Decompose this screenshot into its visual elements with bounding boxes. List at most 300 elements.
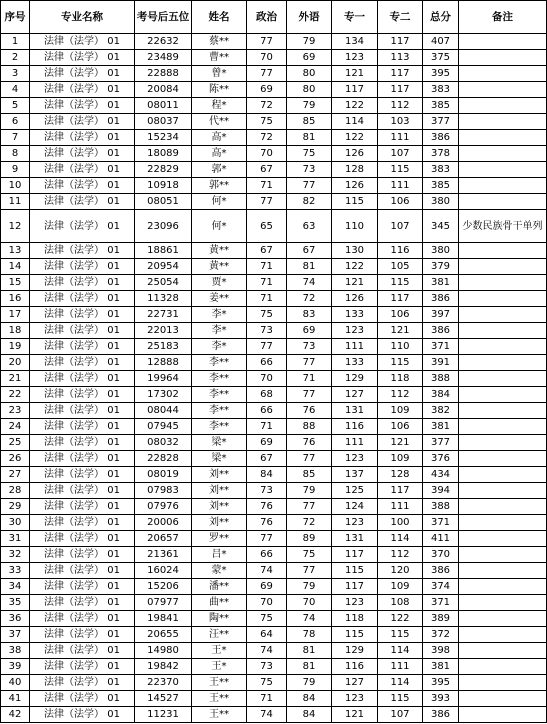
header-foreign-language: 外语 bbox=[287, 1, 332, 34]
cell-politics: 66 bbox=[247, 355, 287, 371]
cell-remark bbox=[459, 34, 547, 50]
cell-exam-id: 18089 bbox=[135, 146, 192, 162]
cell-subject-two: 117 bbox=[378, 66, 423, 82]
cell-index: 9 bbox=[1, 162, 30, 178]
cell-remark bbox=[459, 355, 547, 371]
cell-total: 380 bbox=[423, 243, 459, 259]
cell-remark bbox=[459, 579, 547, 595]
cell-major: 法律（法学） 01 bbox=[30, 595, 135, 611]
cell-foreign-language: 81 bbox=[287, 259, 332, 275]
cell-name: 李* bbox=[192, 307, 247, 323]
cell-total: 395 bbox=[423, 675, 459, 691]
cell-index: 37 bbox=[1, 627, 30, 643]
cell-total: 385 bbox=[423, 98, 459, 114]
cell-foreign-language: 71 bbox=[287, 371, 332, 387]
cell-foreign-language: 75 bbox=[287, 146, 332, 162]
cell-subject-two: 106 bbox=[378, 307, 423, 323]
cell-foreign-language: 84 bbox=[287, 707, 332, 723]
cell-politics: 70 bbox=[247, 595, 287, 611]
cell-politics: 73 bbox=[247, 659, 287, 675]
cell-politics: 65 bbox=[247, 210, 287, 243]
cell-politics: 70 bbox=[247, 371, 287, 387]
cell-politics: 71 bbox=[247, 291, 287, 307]
cell-subject-two: 112 bbox=[378, 547, 423, 563]
cell-exam-id: 20006 bbox=[135, 515, 192, 531]
cell-major: 法律（法学） 01 bbox=[30, 355, 135, 371]
cell-subject-one: 125 bbox=[332, 483, 378, 499]
cell-major: 法律（法学） 01 bbox=[30, 627, 135, 643]
cell-total: 389 bbox=[423, 611, 459, 627]
cell-subject-two: 109 bbox=[378, 579, 423, 595]
cell-total: 381 bbox=[423, 419, 459, 435]
cell-major: 法律（法学） 01 bbox=[30, 339, 135, 355]
cell-subject-one: 114 bbox=[332, 114, 378, 130]
cell-subject-one: 126 bbox=[332, 291, 378, 307]
cell-politics: 75 bbox=[247, 675, 287, 691]
cell-major: 法律（法学） 01 bbox=[30, 451, 135, 467]
cell-major: 法律（法学） 01 bbox=[30, 98, 135, 114]
cell-foreign-language: 69 bbox=[287, 50, 332, 66]
cell-major: 法律（法学） 01 bbox=[30, 259, 135, 275]
cell-remark bbox=[459, 611, 547, 627]
cell-total: 379 bbox=[423, 259, 459, 275]
cell-foreign-language: 77 bbox=[287, 387, 332, 403]
cell-foreign-language: 79 bbox=[287, 34, 332, 50]
cell-name: 潘** bbox=[192, 579, 247, 595]
cell-subject-one: 126 bbox=[332, 178, 378, 194]
cell-subject-two: 100 bbox=[378, 515, 423, 531]
cell-index: 22 bbox=[1, 387, 30, 403]
table-row bbox=[1, 403, 547, 419]
cell-subject-two: 116 bbox=[378, 243, 423, 259]
cell-major: 法律（法学） 01 bbox=[30, 66, 135, 82]
table-row bbox=[1, 243, 547, 259]
cell-total: 394 bbox=[423, 483, 459, 499]
cell-foreign-language: 67 bbox=[287, 243, 332, 259]
cell-remark bbox=[459, 130, 547, 146]
cell-index: 34 bbox=[1, 579, 30, 595]
cell-politics: 64 bbox=[247, 627, 287, 643]
cell-exam-id: 11328 bbox=[135, 291, 192, 307]
cell-major: 法律（法学） 01 bbox=[30, 611, 135, 627]
cell-remark bbox=[459, 547, 547, 563]
cell-subject-one: 123 bbox=[332, 323, 378, 339]
cell-remark bbox=[459, 515, 547, 531]
cell-index: 3 bbox=[1, 66, 30, 82]
table-row bbox=[1, 611, 547, 627]
cell-subject-two: 120 bbox=[378, 563, 423, 579]
cell-total: 386 bbox=[423, 707, 459, 723]
cell-major: 法律（法学） 01 bbox=[30, 371, 135, 387]
header-major: 专业名称 bbox=[30, 1, 135, 34]
cell-subject-two: 110 bbox=[378, 339, 423, 355]
cell-foreign-language: 70 bbox=[287, 595, 332, 611]
cell-index: 24 bbox=[1, 419, 30, 435]
cell-foreign-language: 81 bbox=[287, 130, 332, 146]
cell-subject-one: 133 bbox=[332, 355, 378, 371]
cell-subject-two: 115 bbox=[378, 627, 423, 643]
cell-major: 法律（法学） 01 bbox=[30, 275, 135, 291]
cell-politics: 70 bbox=[247, 50, 287, 66]
cell-remark bbox=[459, 451, 547, 467]
header-politics: 政治 bbox=[247, 1, 287, 34]
cell-subject-two: 115 bbox=[378, 162, 423, 178]
cell-subject-two: 117 bbox=[378, 82, 423, 98]
table-row bbox=[1, 499, 547, 515]
cell-exam-id: 17302 bbox=[135, 387, 192, 403]
cell-name: 曲** bbox=[192, 595, 247, 611]
cell-subject-one: 118 bbox=[332, 611, 378, 627]
table-row bbox=[1, 419, 547, 435]
cell-subject-one: 110 bbox=[332, 210, 378, 243]
cell-subject-two: 122 bbox=[378, 611, 423, 627]
cell-subject-two: 111 bbox=[378, 130, 423, 146]
cell-major: 法律（法学） 01 bbox=[30, 691, 135, 707]
cell-foreign-language: 83 bbox=[287, 307, 332, 323]
table-row bbox=[1, 34, 547, 50]
cell-politics: 66 bbox=[247, 547, 287, 563]
table-row bbox=[1, 339, 547, 355]
cell-foreign-language: 81 bbox=[287, 643, 332, 659]
cell-name: 王* bbox=[192, 659, 247, 675]
table-row bbox=[1, 259, 547, 275]
cell-name: 梁* bbox=[192, 435, 247, 451]
cell-subject-one: 123 bbox=[332, 50, 378, 66]
cell-remark bbox=[459, 275, 547, 291]
cell-index: 32 bbox=[1, 547, 30, 563]
cell-remark bbox=[459, 387, 547, 403]
cell-remark bbox=[459, 403, 547, 419]
cell-subject-one: 122 bbox=[332, 130, 378, 146]
cell-foreign-language: 79 bbox=[287, 579, 332, 595]
cell-subject-one: 123 bbox=[332, 595, 378, 611]
cell-subject-one: 137 bbox=[332, 467, 378, 483]
header-subject-one: 专一 bbox=[332, 1, 378, 34]
cell-major: 法律（法学） 01 bbox=[30, 419, 135, 435]
cell-exam-id: 16024 bbox=[135, 563, 192, 579]
cell-major: 法律（法学） 01 bbox=[30, 515, 135, 531]
cell-remark bbox=[459, 707, 547, 723]
cell-major: 法律（法学） 01 bbox=[30, 403, 135, 419]
table-row bbox=[1, 595, 547, 611]
cell-exam-id: 22828 bbox=[135, 451, 192, 467]
table-row bbox=[1, 515, 547, 531]
cell-foreign-language: 77 bbox=[287, 563, 332, 579]
cell-politics: 75 bbox=[247, 307, 287, 323]
cell-politics: 66 bbox=[247, 403, 287, 419]
table-row bbox=[1, 691, 547, 707]
cell-exam-id: 18861 bbox=[135, 243, 192, 259]
cell-subject-one: 123 bbox=[332, 515, 378, 531]
table-row bbox=[1, 82, 547, 98]
cell-politics: 72 bbox=[247, 98, 287, 114]
cell-subject-two: 107 bbox=[378, 707, 423, 723]
cell-foreign-language: 63 bbox=[287, 210, 332, 243]
cell-total: 381 bbox=[423, 275, 459, 291]
cell-total: 385 bbox=[423, 178, 459, 194]
cell-index: 21 bbox=[1, 371, 30, 387]
cell-politics: 76 bbox=[247, 499, 287, 515]
cell-subject-two: 111 bbox=[378, 659, 423, 675]
cell-subject-one: 121 bbox=[332, 66, 378, 82]
cell-exam-id: 08051 bbox=[135, 194, 192, 210]
cell-index: 18 bbox=[1, 323, 30, 339]
cell-subject-two: 105 bbox=[378, 259, 423, 275]
cell-subject-two: 113 bbox=[378, 50, 423, 66]
cell-total: 407 bbox=[423, 34, 459, 50]
cell-foreign-language: 73 bbox=[287, 162, 332, 178]
cell-foreign-language: 82 bbox=[287, 194, 332, 210]
cell-foreign-language: 76 bbox=[287, 403, 332, 419]
cell-remark bbox=[459, 531, 547, 547]
cell-major: 法律（法学） 01 bbox=[30, 210, 135, 243]
cell-total: 391 bbox=[423, 355, 459, 371]
cell-total: 376 bbox=[423, 451, 459, 467]
cell-exam-id: 14527 bbox=[135, 691, 192, 707]
cell-subject-one: 121 bbox=[332, 707, 378, 723]
cell-subject-two: 114 bbox=[378, 531, 423, 547]
table-row bbox=[1, 547, 547, 563]
cell-subject-two: 117 bbox=[378, 483, 423, 499]
cell-index: 6 bbox=[1, 114, 30, 130]
cell-index: 13 bbox=[1, 243, 30, 259]
cell-name: 何* bbox=[192, 210, 247, 243]
cell-remark bbox=[459, 291, 547, 307]
cell-major: 法律（法学） 01 bbox=[30, 323, 135, 339]
cell-politics: 67 bbox=[247, 243, 287, 259]
cell-name: 曾* bbox=[192, 66, 247, 82]
cell-subject-two: 103 bbox=[378, 114, 423, 130]
cell-name: 蔡** bbox=[192, 34, 247, 50]
cell-remark bbox=[459, 675, 547, 691]
cell-total: 377 bbox=[423, 435, 459, 451]
cell-total: 386 bbox=[423, 291, 459, 307]
cell-total: 383 bbox=[423, 82, 459, 98]
cell-politics: 84 bbox=[247, 467, 287, 483]
cell-subject-two: 112 bbox=[378, 387, 423, 403]
cell-politics: 73 bbox=[247, 323, 287, 339]
table-row bbox=[1, 307, 547, 323]
table-row bbox=[1, 643, 547, 659]
cell-index: 38 bbox=[1, 643, 30, 659]
cell-foreign-language: 85 bbox=[287, 114, 332, 130]
cell-total: 371 bbox=[423, 515, 459, 531]
cell-remark bbox=[459, 146, 547, 162]
cell-name: 李** bbox=[192, 371, 247, 387]
cell-name: 吕* bbox=[192, 547, 247, 563]
cell-name: 代** bbox=[192, 114, 247, 130]
cell-name: 姜** bbox=[192, 291, 247, 307]
cell-major: 法律（法学） 01 bbox=[30, 707, 135, 723]
cell-name: 王** bbox=[192, 675, 247, 691]
cell-subject-two: 114 bbox=[378, 643, 423, 659]
cell-index: 17 bbox=[1, 307, 30, 323]
cell-exam-id: 20954 bbox=[135, 259, 192, 275]
cell-name: 程* bbox=[192, 98, 247, 114]
cell-politics: 77 bbox=[247, 531, 287, 547]
header-name: 姓名 bbox=[192, 1, 247, 34]
cell-politics: 74 bbox=[247, 643, 287, 659]
table-row bbox=[1, 659, 547, 675]
cell-subject-one: 111 bbox=[332, 339, 378, 355]
cell-politics: 76 bbox=[247, 515, 287, 531]
cell-major: 法律（法学） 01 bbox=[30, 34, 135, 50]
cell-exam-id: 25054 bbox=[135, 275, 192, 291]
cell-remark bbox=[459, 66, 547, 82]
cell-total: 380 bbox=[423, 194, 459, 210]
cell-remark bbox=[459, 371, 547, 387]
cell-index: 42 bbox=[1, 707, 30, 723]
cell-subject-one: 122 bbox=[332, 259, 378, 275]
cell-politics: 73 bbox=[247, 483, 287, 499]
cell-major: 法律（法学） 01 bbox=[30, 114, 135, 130]
cell-total: 377 bbox=[423, 114, 459, 130]
table-row bbox=[1, 483, 547, 499]
cell-subject-two: 128 bbox=[378, 467, 423, 483]
cell-major: 法律（法学） 01 bbox=[30, 178, 135, 194]
cell-politics: 74 bbox=[247, 563, 287, 579]
cell-total: 381 bbox=[423, 659, 459, 675]
cell-subject-one: 115 bbox=[332, 563, 378, 579]
cell-exam-id: 19964 bbox=[135, 371, 192, 387]
cell-subject-two: 106 bbox=[378, 419, 423, 435]
cell-exam-id: 08044 bbox=[135, 403, 192, 419]
cell-index: 4 bbox=[1, 82, 30, 98]
cell-exam-id: 19841 bbox=[135, 611, 192, 627]
cell-name: 罗** bbox=[192, 531, 247, 547]
cell-exam-id: 07976 bbox=[135, 499, 192, 515]
cell-subject-one: 117 bbox=[332, 82, 378, 98]
cell-name: 高* bbox=[192, 146, 247, 162]
table-row bbox=[1, 323, 547, 339]
cell-total: 397 bbox=[423, 307, 459, 323]
header-row bbox=[1, 1, 547, 34]
cell-politics: 71 bbox=[247, 691, 287, 707]
table-row bbox=[1, 467, 547, 483]
cell-subject-two: 121 bbox=[378, 323, 423, 339]
cell-subject-two: 109 bbox=[378, 451, 423, 467]
cell-major: 法律（法学） 01 bbox=[30, 50, 135, 66]
cell-index: 33 bbox=[1, 563, 30, 579]
cell-major: 法律（法学） 01 bbox=[30, 194, 135, 210]
cell-foreign-language: 74 bbox=[287, 611, 332, 627]
table-row bbox=[1, 531, 547, 547]
cell-remark bbox=[459, 691, 547, 707]
cell-foreign-language: 72 bbox=[287, 291, 332, 307]
cell-major: 法律（法学） 01 bbox=[30, 499, 135, 515]
cell-politics: 77 bbox=[247, 34, 287, 50]
cell-subject-one: 123 bbox=[332, 451, 378, 467]
cell-subject-one: 123 bbox=[332, 691, 378, 707]
cell-remark bbox=[459, 194, 547, 210]
table-row bbox=[1, 178, 547, 194]
cell-total: 393 bbox=[423, 691, 459, 707]
cell-total: 386 bbox=[423, 563, 459, 579]
cell-major: 法律（法学） 01 bbox=[30, 130, 135, 146]
cell-remark bbox=[459, 627, 547, 643]
cell-remark bbox=[459, 467, 547, 483]
cell-name: 郭** bbox=[192, 178, 247, 194]
cell-index: 36 bbox=[1, 611, 30, 627]
cell-total: 372 bbox=[423, 627, 459, 643]
cell-remark bbox=[459, 659, 547, 675]
cell-total: 386 bbox=[423, 130, 459, 146]
cell-major: 法律（法学） 01 bbox=[30, 307, 135, 323]
cell-exam-id: 08032 bbox=[135, 435, 192, 451]
cell-index: 19 bbox=[1, 339, 30, 355]
cell-foreign-language: 72 bbox=[287, 515, 332, 531]
cell-remark bbox=[459, 50, 547, 66]
cell-index: 20 bbox=[1, 355, 30, 371]
cell-total: 434 bbox=[423, 467, 459, 483]
cell-subject-two: 115 bbox=[378, 691, 423, 707]
cell-major: 法律（法学） 01 bbox=[30, 483, 135, 499]
cell-subject-one: 127 bbox=[332, 675, 378, 691]
cell-foreign-language: 80 bbox=[287, 66, 332, 82]
cell-subject-one: 124 bbox=[332, 499, 378, 515]
cell-exam-id: 15206 bbox=[135, 579, 192, 595]
cell-remark bbox=[459, 98, 547, 114]
cell-subject-one: 130 bbox=[332, 243, 378, 259]
table-row bbox=[1, 291, 547, 307]
table-row bbox=[1, 66, 547, 82]
cell-major: 法律（法学） 01 bbox=[30, 162, 135, 178]
cell-exam-id: 07977 bbox=[135, 595, 192, 611]
table-row bbox=[1, 50, 547, 66]
cell-index: 14 bbox=[1, 259, 30, 275]
cell-foreign-language: 85 bbox=[287, 467, 332, 483]
cell-total: 386 bbox=[423, 323, 459, 339]
cell-major: 法律（法学） 01 bbox=[30, 579, 135, 595]
header-total: 总分 bbox=[423, 1, 459, 34]
cell-subject-one: 122 bbox=[332, 98, 378, 114]
cell-index: 40 bbox=[1, 675, 30, 691]
cell-remark bbox=[459, 82, 547, 98]
cell-remark bbox=[459, 339, 547, 355]
cell-subject-two: 107 bbox=[378, 146, 423, 162]
cell-major: 法律（法学） 01 bbox=[30, 563, 135, 579]
cell-total: 383 bbox=[423, 162, 459, 178]
cell-remark bbox=[459, 243, 547, 259]
cell-politics: 75 bbox=[247, 611, 287, 627]
cell-subject-two: 117 bbox=[378, 291, 423, 307]
cell-exam-id: 20084 bbox=[135, 82, 192, 98]
cell-foreign-language: 89 bbox=[287, 531, 332, 547]
cell-foreign-language: 76 bbox=[287, 435, 332, 451]
cell-politics: 71 bbox=[247, 275, 287, 291]
table-row bbox=[1, 114, 547, 130]
cell-major: 法律（法学） 01 bbox=[30, 435, 135, 451]
table-row bbox=[1, 627, 547, 643]
cell-subject-one: 129 bbox=[332, 643, 378, 659]
cell-index: 23 bbox=[1, 403, 30, 419]
cell-exam-id: 22370 bbox=[135, 675, 192, 691]
table-row bbox=[1, 387, 547, 403]
cell-name: 郭* bbox=[192, 162, 247, 178]
cell-index: 35 bbox=[1, 595, 30, 611]
cell-subject-one: 127 bbox=[332, 387, 378, 403]
table-row bbox=[1, 563, 547, 579]
cell-total: 374 bbox=[423, 579, 459, 595]
cell-major: 法律（法学） 01 bbox=[30, 243, 135, 259]
cell-exam-id: 25183 bbox=[135, 339, 192, 355]
cell-foreign-language: 73 bbox=[287, 339, 332, 355]
cell-exam-id: 22888 bbox=[135, 66, 192, 82]
cell-subject-one: 111 bbox=[332, 435, 378, 451]
cell-foreign-language: 77 bbox=[287, 499, 332, 515]
cell-total: 345 bbox=[423, 210, 459, 243]
cell-foreign-language: 75 bbox=[287, 547, 332, 563]
